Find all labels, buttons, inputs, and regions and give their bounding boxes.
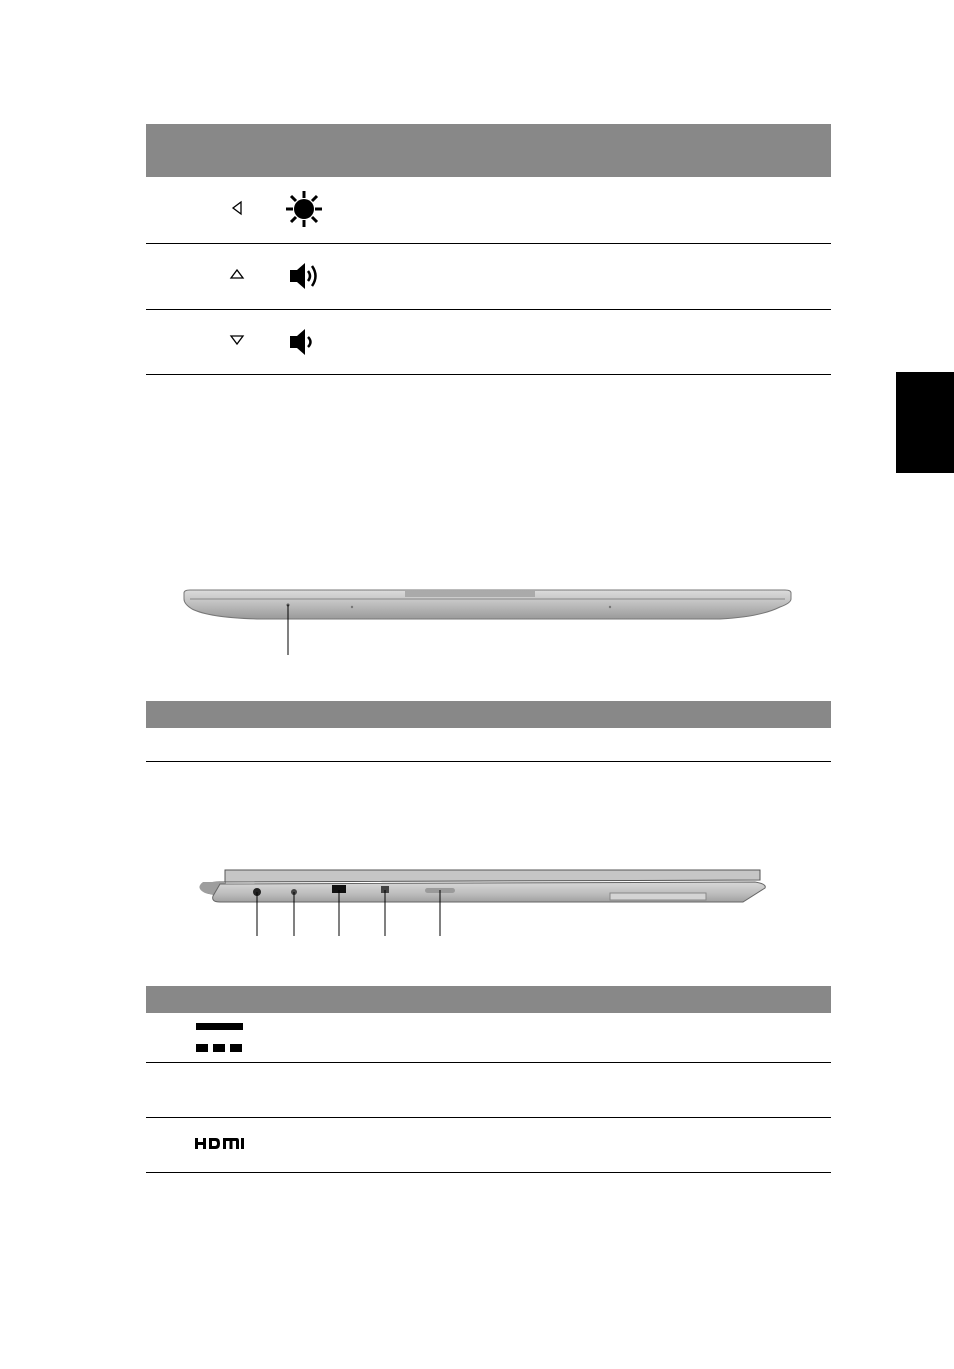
hotkey-row-divider	[146, 243, 831, 244]
front-table-header	[146, 701, 831, 728]
left-arrow-key-icon	[230, 200, 244, 216]
up-arrow-key-icon	[229, 267, 245, 281]
hotkey-table-bottom	[146, 374, 831, 375]
front-table-bottom	[146, 761, 831, 762]
dc-power-icon	[196, 1023, 244, 1053]
volume-down-icon	[288, 326, 322, 358]
chapter-side-tab	[896, 372, 954, 473]
left-table-divider	[146, 1117, 831, 1118]
hotkey-table-header	[146, 124, 831, 177]
down-arrow-key-icon	[229, 333, 245, 347]
left-view-illustration	[195, 860, 775, 938]
left-table-bottom	[146, 1172, 831, 1173]
front-view-illustration	[180, 585, 795, 660]
volume-up-icon	[288, 260, 322, 292]
hdmi-icon	[195, 1137, 245, 1151]
left-table-header	[146, 986, 831, 1013]
hotkey-row-divider	[146, 309, 831, 310]
left-table-divider	[146, 1062, 831, 1063]
brightness-icon	[285, 190, 323, 228]
